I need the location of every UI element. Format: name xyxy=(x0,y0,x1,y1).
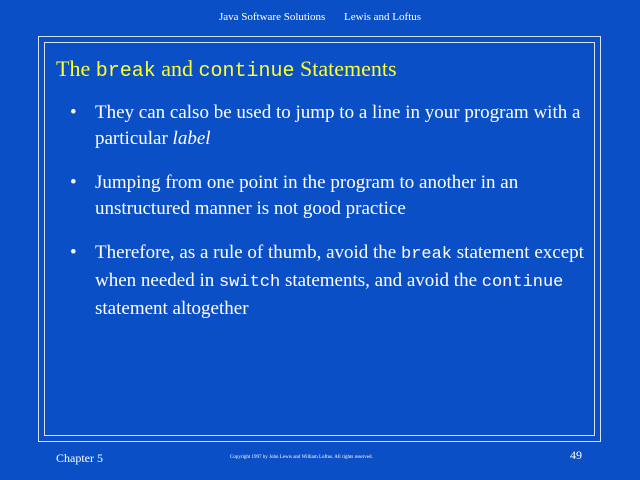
bullet-item-practice xyxy=(70,170,590,222)
bullet-emphasis-label: label xyxy=(172,128,211,149)
bullet-text: statement except when needed in xyxy=(95,242,584,291)
title-text-3: Statements xyxy=(294,56,397,81)
bullet-dot-icon: • xyxy=(70,172,77,193)
bullet-code-switch: switch xyxy=(218,273,281,292)
bullet-text: They can calso be used to jump to a line in your program with a particular xyxy=(95,102,581,149)
page-number: 49 xyxy=(570,448,582,462)
bullet-text: statement altogether xyxy=(95,298,249,319)
slide-title xyxy=(56,56,397,85)
title-code-break: break xyxy=(95,60,156,83)
bullet-code-break: break xyxy=(401,245,453,264)
bullet-dot-icon: • xyxy=(70,102,77,123)
copyright-notice: Copyright 1997 by John Lewis and William Loftus. All rights reserved. xyxy=(230,455,373,460)
title-code-continue: continue xyxy=(198,60,295,83)
bullet-text: Jumping from one point in the program to another in an unstructured manner is not good practice xyxy=(95,172,519,219)
authors: Lewis and Loftus xyxy=(344,11,422,23)
book-title: Java Software Solutions xyxy=(218,11,326,23)
bullet-list xyxy=(70,100,590,340)
bullet-item-rule xyxy=(70,240,590,322)
bullet-item-label xyxy=(70,100,590,152)
bullet-text: Therefore, as a rule of thumb, avoid the xyxy=(95,242,401,263)
bullet-text: statements, and avoid the xyxy=(280,270,482,291)
slide-header xyxy=(0,10,640,24)
bullet-dot-icon: • xyxy=(70,242,77,263)
title-text-2: and xyxy=(155,56,199,81)
title-text-1: The xyxy=(56,56,96,81)
bullet-code-continue: continue xyxy=(481,273,564,292)
chapter-label: Chapter 5 xyxy=(56,451,103,465)
